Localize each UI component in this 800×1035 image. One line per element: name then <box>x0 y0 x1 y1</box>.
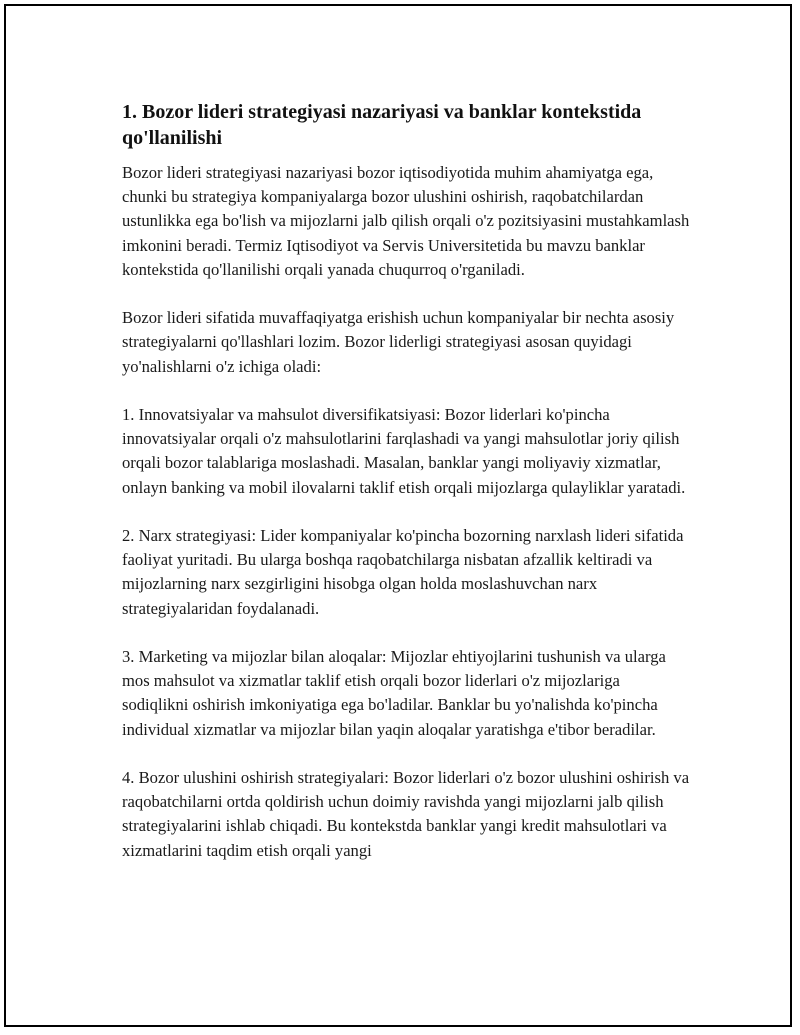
paragraph-strategies-overview: Bozor lideri sifatida muvaffaqiyatga erishish uchun kompaniyalar bir nechta asosiy strategiyalarni qo'llashlari lozim. Bozor liderligi strategiyasi asosan quyidagi yo'nalishlarni o'z ichiga oladi: <box>122 308 675 376</box>
paragraph-innovation: 1. Innovatsiyalar va mahsulot diversifikatsiyasi: Bozor liderlari ko'pincha innovatsiyalar orqali o'z mahsulotlarini farqlashadi va yangi mahsulotlar joriy qilish orqali bozor talablariga moslashadi. Masalan, banklar yangi moliyaviy xizmatlar, onlayn banking va mobil ilovalarni taklif etish orqali mijozlarga qulayliklar yaratadi. <box>122 405 686 497</box>
paragraph-market-share: 4. Bozor ulushini oshirish strategiyalari: Bozor liderlari o'z bozor ulushini oshirish va raqobatchilarni ortda qoldirish uchun doimiy ravishda yangi mijozlarni jalb qilish strategiyalarini ishlab chiqadi. Bu kontekstda banklar yangi kredit mahsulotlari va xizmatlarini taqdim etish orqali yangi <box>122 768 690 860</box>
paragraph-marketing: 3. Marketing va mijozlar bilan aloqalar: Mijozlar ehtiyojlarini tushunish va ularga mos mahsulot va xizmatlar taklif etish orqali bozor liderlari o'z mijozlariga sodiqlikni oshirish imkoniyatiga ega bo'ladilar. Banklar bu yo'nalishda ko'pincha individual xizmatlar va mijozlar bilan yaqin aloqalar yaratishga e'tibor beradilar. <box>122 647 666 739</box>
document-body <box>122 99 690 887</box>
paragraph-pricing: 2. Narx strategiyasi: Lider kompaniyalar ko'pincha bozorning narxlash lideri sifatida faoliyat yuritadi. Bu ularga boshqa raqobatchilarga nisbatan afzallik keltiradi va mijozlarning narx sezgirligini hisobga olgan holda moslashuvchan narx strategiyalaridan foydalanadi. <box>122 526 684 618</box>
document-page <box>4 4 792 1027</box>
section-heading: 1. Bozor lideri strategiyasi nazariyasi va banklar kontekstida qo'llanilishi <box>122 101 642 149</box>
paragraph-intro: Bozor lideri strategiyasi nazariyasi bozor iqtisodiyotida muhim ahamiyatga ega, chunki bu strategiya kompaniyalarga bozor ulushini oshirish, raqobatchilardan ustunlikka ega bo'lish va mijozlarni jalb qilish orqali o'z pozitsiyasini mustahkamlash imkonini beradi. Termiz Iqtisodiyot va Servis Universitetida bu mavzu banklar kontekstida qo'llanilishi orqali yanada chuqurroq o'rganiladi. <box>122 163 690 279</box>
